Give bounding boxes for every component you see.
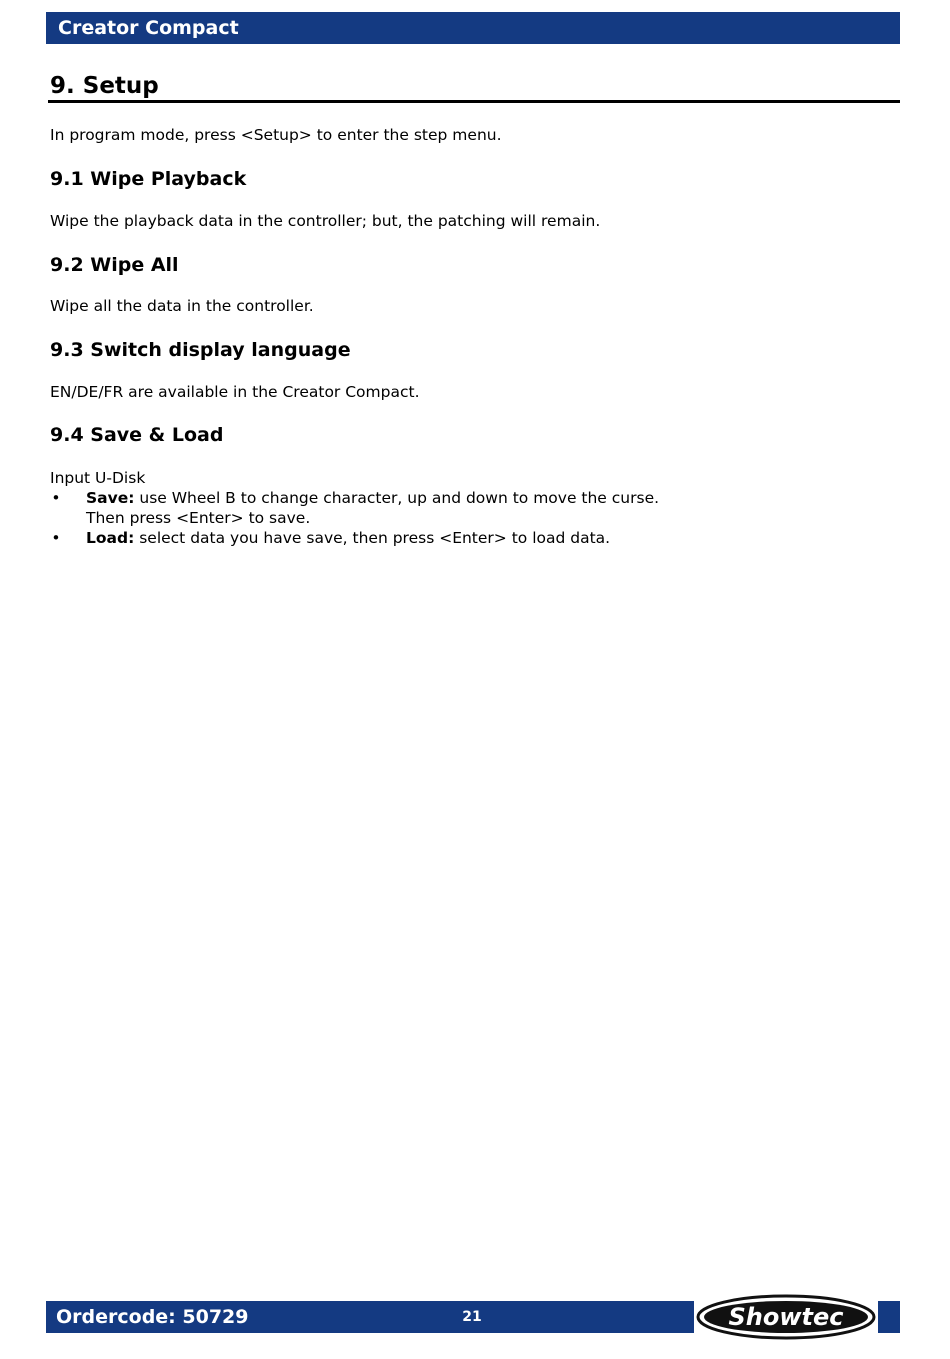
section-text-switch-language: EN/DE/FR are available in the Creator Compact.: [50, 383, 420, 401]
header-product-name: Creator Compact: [58, 17, 239, 39]
bullet-term-load: Load:: [86, 529, 135, 547]
section-heading-wipe-all: 9.2 Wipe All: [50, 254, 179, 276]
section-text-save-load: Input U-Disk: [50, 469, 146, 487]
title-rule: [48, 100, 900, 103]
logo-text: Showtec: [728, 1303, 844, 1331]
page-number: 21: [462, 1309, 482, 1325]
intro-text: In program mode, press <Setup> to enter the step menu.: [50, 126, 502, 144]
section-heading-save-load: 9.4 Save & Load: [50, 424, 224, 446]
bullet-text-save-line1: use Wheel B to change character, up and down to move the curse.: [134, 489, 660, 507]
list-item: [50, 528, 870, 548]
showtec-logo: [696, 1294, 876, 1340]
footer-bar: [46, 1301, 694, 1333]
bullet-icon: •: [51, 529, 61, 547]
section-text-wipe-playback: Wipe the playback data in the controller; but, the patching will remain.: [50, 212, 601, 230]
bullet-term-save: Save:: [86, 489, 135, 507]
section-text-wipe-all: Wipe all the data in the controller.: [50, 297, 314, 315]
page-title: 9. Setup: [50, 73, 159, 99]
bullet-icon: •: [51, 489, 61, 507]
list-item: [50, 488, 870, 528]
bullet-text-load-line1: select data you have save, then press <Enter> to load data.: [134, 529, 611, 547]
save-load-bullet-list: [50, 488, 870, 548]
header-bar: [46, 12, 900, 44]
bullet-text-save-line2: Then press <Enter> to save.: [86, 509, 311, 527]
section-heading-wipe-playback: 9.1 Wipe Playback: [50, 168, 247, 190]
footer-end-block: [878, 1301, 900, 1333]
footer-ordercode: Ordercode: 50729: [56, 1306, 249, 1328]
section-heading-switch-language: 9.3 Switch display language: [50, 339, 351, 361]
